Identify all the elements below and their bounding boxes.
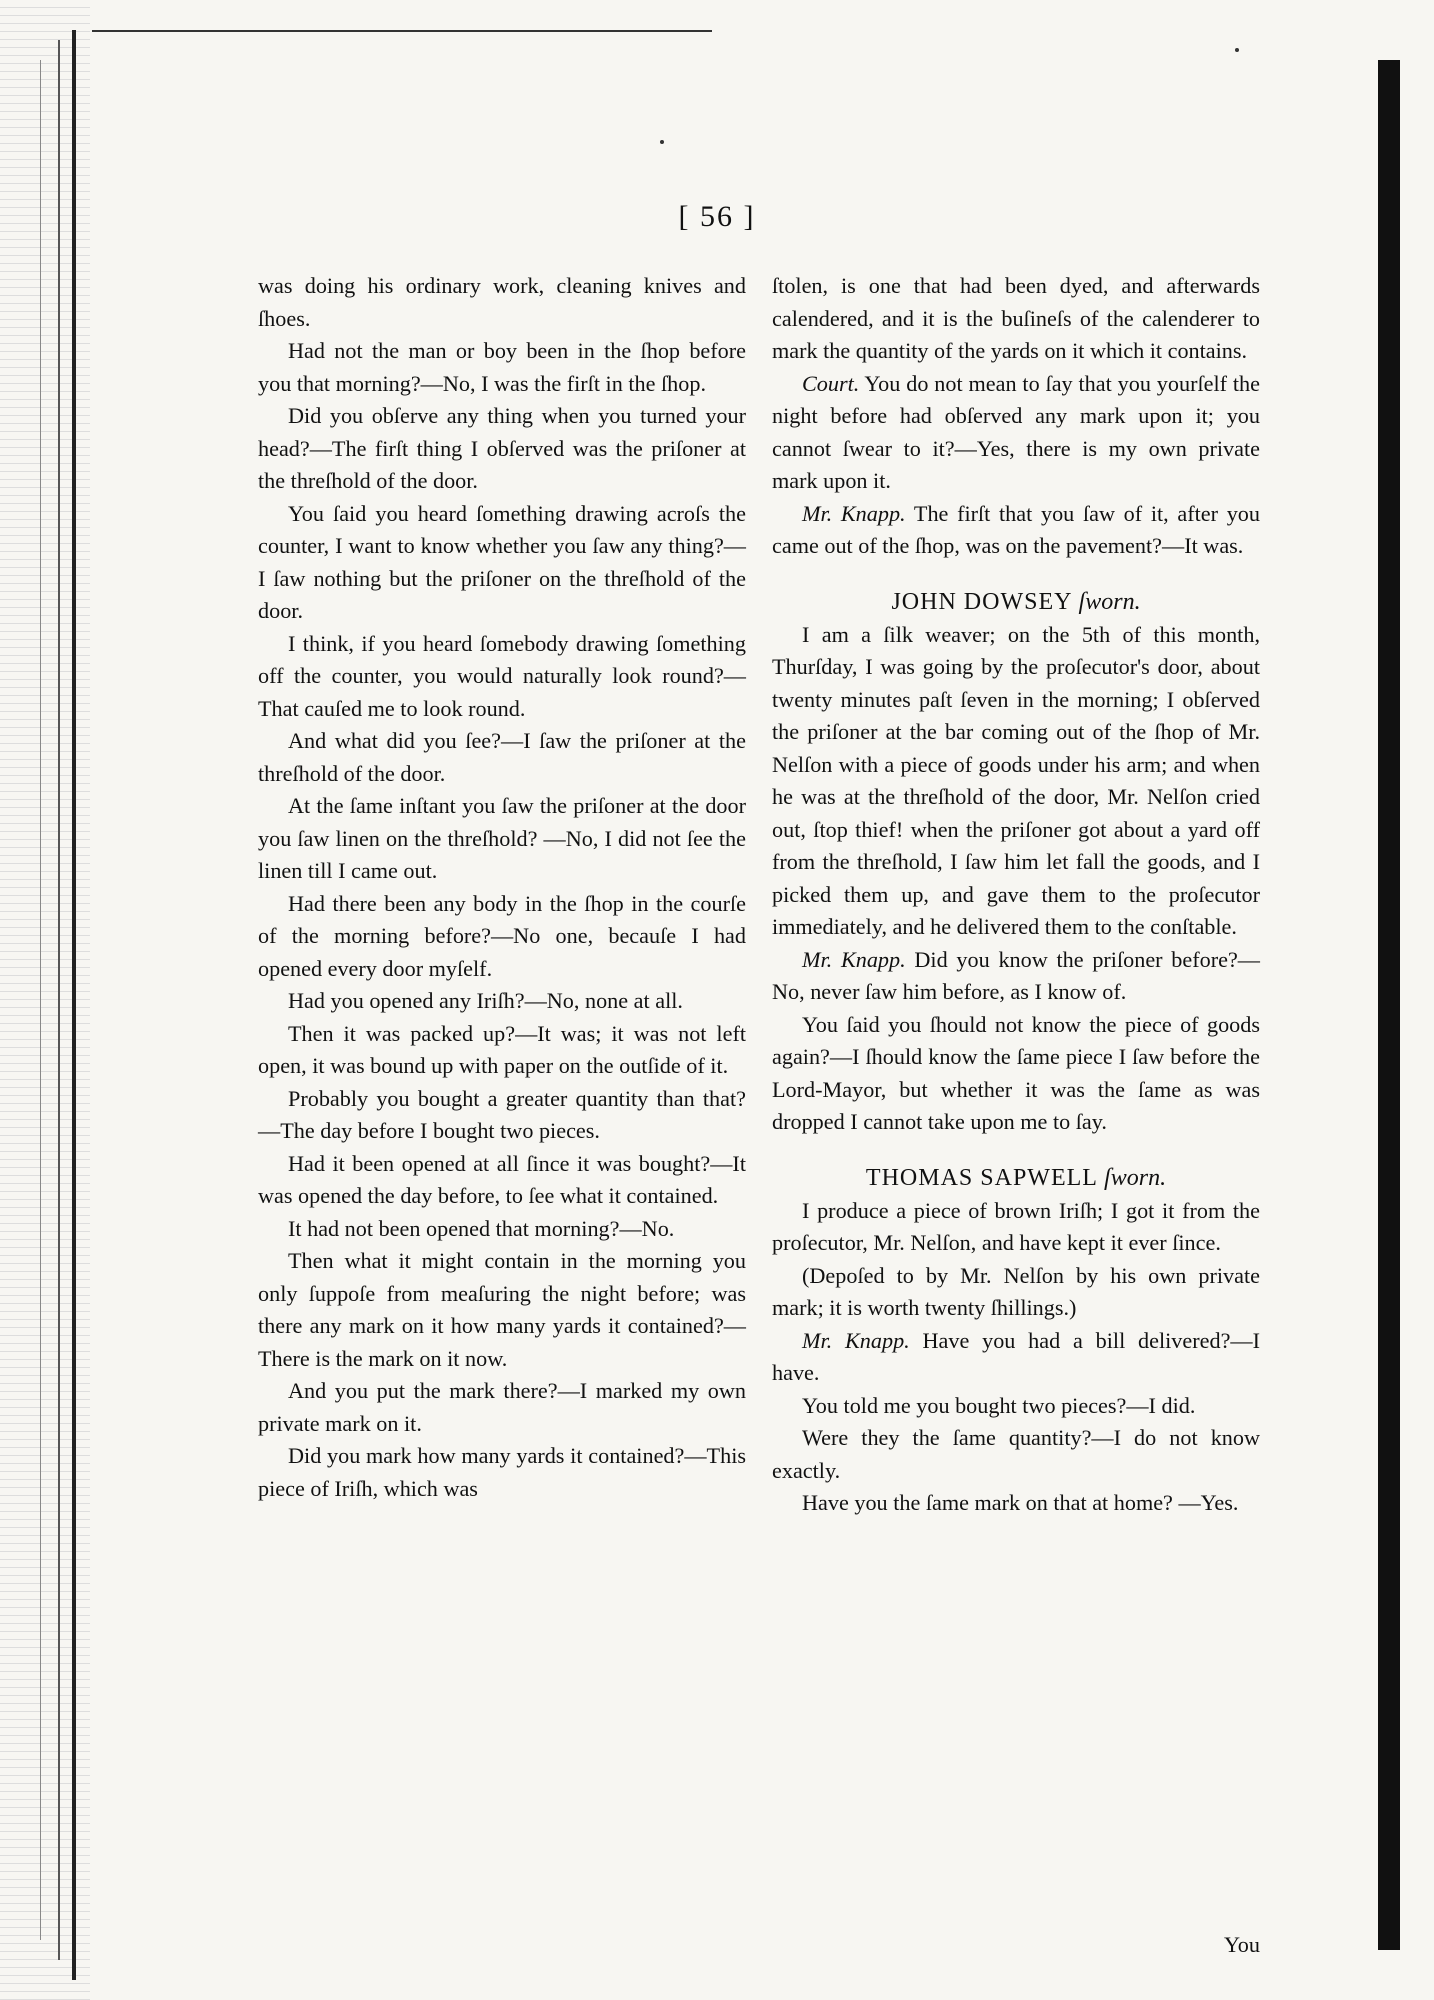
paragraph: I think, if you heard ſomebody drawing ſomething off the counter, you would naturally look round?—That cauſed me to look round. <box>258 630 746 721</box>
catchword: You <box>1224 1932 1260 1957</box>
right-column <box>772 270 1260 1520</box>
paragraph: It had not been opened that morning?—No. <box>288 1215 675 1241</box>
paragraph: Had not the man or boy been in the ſhop before you that morning?—No, I was the firſt in the ſhop. <box>258 338 746 396</box>
paragraph: I am a ſilk weaver; on the 5th of this month, Thurſday, I was going by the proſecutor's door, about twenty minutes paſt ſeven in the morning; I obſerved the priſoner at the bar coming out of the ſhop of Mr. Nelſon with a piece of goods under his arm; and when he was at the threſhold of the door, Mr. Nelſon cried out, ſtop thief! when the priſoner got about a yard off from the threſhold, I ſaw him let fall the goods, and I picked them up, and gave them to the proſecutor immediately, and he delivered them to the conſtable. <box>772 621 1260 939</box>
paragraph: Did you mark how many yards it contained?—This piece of Iriſh, which was <box>258 1443 746 1501</box>
paragraph: Probably you bought a greater quantity than that?—The day before I bought two pieces. <box>258 1085 746 1143</box>
paragraph-text: You do not mean to ſay that you yourſelf the night before had obſerved any mark upon it; you cannot ſwear to it?—Yes, there is my own private mark upon it. <box>772 370 1260 493</box>
paragraph-text: Have you had a bill delivered?—I have. <box>772 1327 1260 1385</box>
paragraph: Had it been opened at all ſince it was bought?—It was opened the day before, to ſee what it contained. <box>258 1150 746 1208</box>
speaker-label: Court. <box>802 370 860 396</box>
paragraph: You told me you bought two pieces?—I did. <box>802 1392 1196 1418</box>
paragraph: Then it was packed up?—It was; it was not left open, it was bound up with paper on the outſide of it. <box>258 1020 746 1078</box>
paragraph: At the ſame inſtant you ſaw the priſoner at the door you ſaw linen on the threſhold? —No, I did not ſee the linen till I came out. <box>258 793 746 883</box>
paragraph: Had you opened any Iriſh?—No, none at all. <box>288 988 683 1013</box>
speck <box>660 140 664 144</box>
paragraph <box>772 498 1260 563</box>
paragraph: And you put the mark there?—I marked my own private mark on it. <box>258 1378 746 1436</box>
scan-left-edge <box>0 0 90 2000</box>
sworn-label: ſworn. <box>1078 588 1141 615</box>
speaker-label: Mr. Knapp. <box>802 500 906 526</box>
paragraph <box>772 368 1260 498</box>
speaker-label: Mr. Knapp. <box>802 946 906 972</box>
witness-heading <box>772 1161 1260 1195</box>
paragraph: And what did you ſee?—I ſaw the priſoner at the threſhold of the door. <box>258 728 746 786</box>
paragraph: was doing his ordinary work, cleaning knives and ſhoes. <box>258 273 746 331</box>
left-column <box>258 270 746 1505</box>
paragraph: (Depoſed to by Mr. Nelſon by his own private mark; it is worth twenty ſhillings.) <box>772 1262 1260 1320</box>
paragraph-text: Did you know the priſoner before?—No, never ſaw him before, as I know of. <box>772 946 1260 1004</box>
scan-right-edge <box>1378 60 1400 1950</box>
paragraph <box>772 944 1260 1009</box>
paragraph: ſtolen, is one that had been dyed, and afterwards calendered, and it is the buſineſs of the calenderer to mark the quantity of the yards on it which it contains. <box>772 273 1260 363</box>
witness-name: JOHN DOWSEY <box>891 588 1072 615</box>
paragraph: Were they the ſame quantity?—I do not know exactly. <box>772 1425 1260 1483</box>
sworn-label: ſworn. <box>1104 1164 1167 1191</box>
page-number: [ 56 ] <box>678 200 756 233</box>
witness-heading <box>772 585 1260 619</box>
paragraph-text: The firſt that you ſaw of it, after you came out of the ſhop, was on the pavement?—It was. <box>772 500 1260 558</box>
paragraph: Had there been any body in the ſhop in the courſe of the morning before?—No one, becauſe I had opened every door myſelf. <box>258 890 746 981</box>
paragraph <box>772 1325 1260 1390</box>
paragraph: I produce a piece of brown Iriſh; I got it from the proſecutor, Mr. Nelſon, and have kept it ever ſince. <box>772 1197 1260 1255</box>
speaker-label: Mr. Knapp. <box>802 1327 910 1353</box>
paragraph: Have you the ſame mark on that at home? —Yes. <box>802 1490 1239 1515</box>
witness-name: THOMAS SAPWELL <box>865 1164 1098 1191</box>
speck <box>1235 48 1239 52</box>
paragraph: You ſaid you heard ſomething drawing acroſs the counter, I want to know whether you ſaw any thing?—I ſaw nothing but the priſoner on the threſhold of the door. <box>258 500 746 623</box>
paragraph: Did you obſerve any thing when you turned your head?—The firſt thing I obſerved was the priſoner at the threſhold of the door. <box>258 403 746 493</box>
paragraph: Then what it might contain in the morning you only ſuppoſe from meaſuring the night before; was there any mark on it how many yards it contained?—There is the mark on it now. <box>258 1248 746 1371</box>
paragraph: You ſaid you ſhould not know the piece of goods again?—I ſhould know the ſame piece I ſaw before the Lord-Mayor, but whether it was the ſame as was dropped I cannot take upon me to ſay. <box>772 1011 1260 1134</box>
top-rule <box>92 30 712 32</box>
